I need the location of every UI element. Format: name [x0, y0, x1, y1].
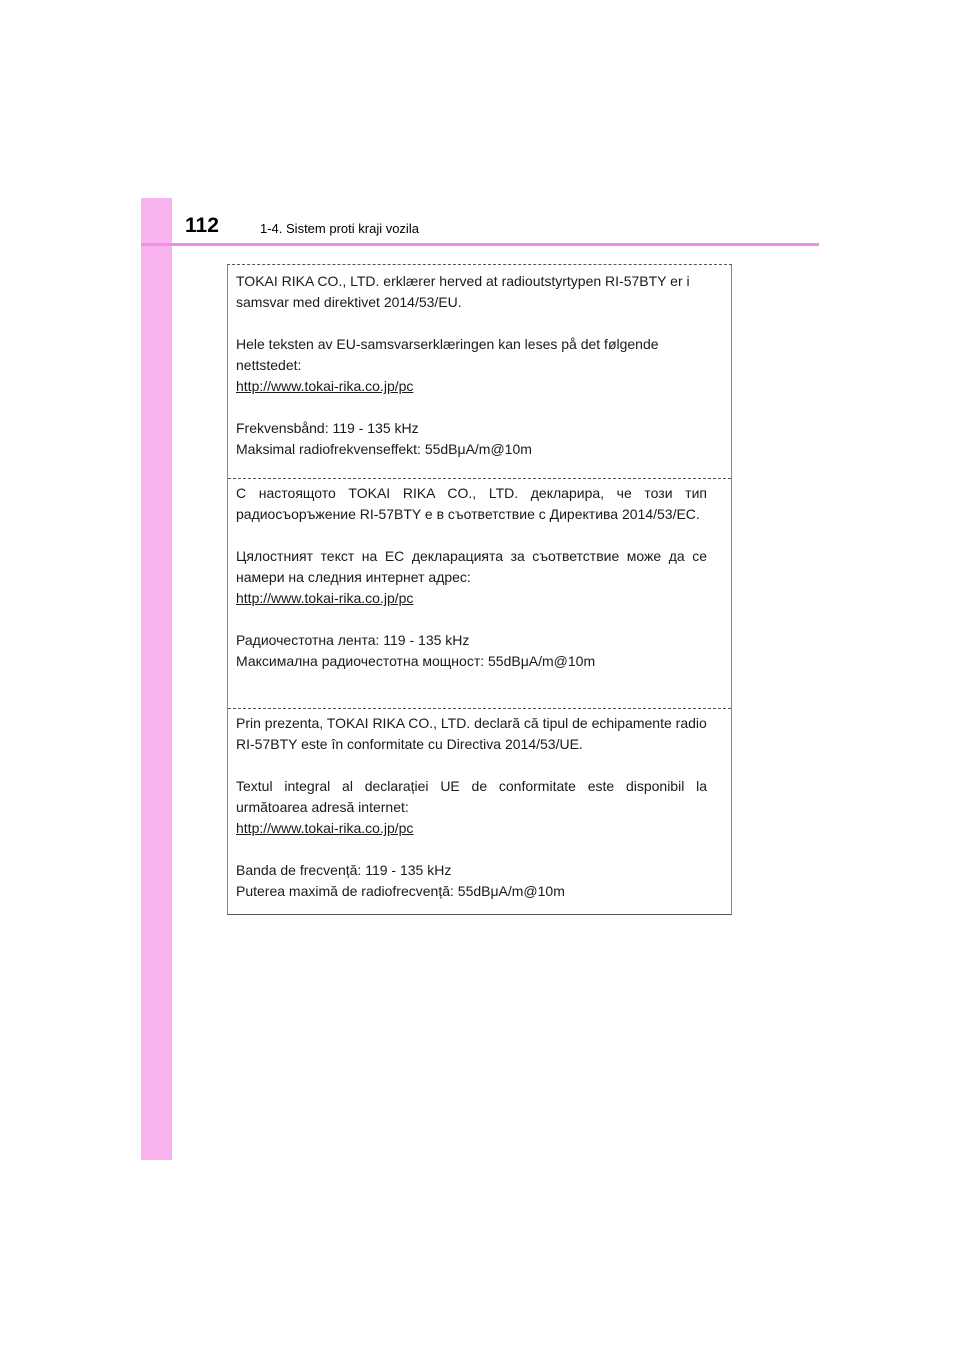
- full-text-note: Цялостният текст на ЕС декларацията за съответствие може да се намери на следния интернет адрес:: [236, 548, 707, 585]
- max-power: Puterea maximă de radiofrecvență: 55dBμA/m@10m: [236, 883, 565, 899]
- declaration-url-link[interactable]: http://www.tokai-rika.co.jp/pc: [236, 820, 414, 836]
- declaration-statement: TOKAI RIKA CO., LTD. erklærer herved at radioutstyrtypen RI-57BTY er i samsvar med direktivet 2014/53/EU.: [236, 273, 690, 310]
- declaration-statement: Prin prezenta, TOKAI RIKA CO., LTD. declară că tipul de echipamente radio RI-57BTY este în conformitate cu Directiva 2014/53/UE.: [236, 715, 707, 752]
- declaration-bulgarian: [228, 478, 731, 708]
- declaration-box: [227, 264, 732, 915]
- declaration-statement: С настоящото TOKAI RIKA CO., LTD. декларира, че този тип радиосъоръжение RI-57BTY е в съответствие с Директива 2014/53/ЕС.: [236, 485, 707, 522]
- full-text-note: Textul integral al declarației UE de conformitate este disponibil la următoarea adresă internet:: [236, 778, 707, 815]
- section-title: 1-4. Sistem proti kraji vozila: [260, 221, 419, 236]
- section-side-band: [141, 198, 172, 1160]
- frequency-band: Frekvensbånd: 119 - 135 kHz: [236, 420, 419, 436]
- frequency-band: Banda de frecvență: 119 - 135 kHz: [236, 862, 452, 878]
- declaration-url-link[interactable]: http://www.tokai-rika.co.jp/pc: [236, 590, 414, 606]
- max-power: Максимална радиочестотна мощност: 55dBμA/m@10m: [236, 653, 596, 669]
- max-power: Maksimal radiofrekvenseffekt: 55dBμA/m@10m: [236, 441, 532, 457]
- declaration-romanian: [228, 708, 731, 916]
- frequency-band: Радиочестотна лента: 119 - 135 kHz: [236, 632, 470, 648]
- full-text-note: Hele teksten av EU-samsvarserklæringen kan leses på det følgende nettstedet:: [236, 336, 659, 373]
- page-number: 112: [185, 214, 219, 237]
- declaration-danish: [228, 265, 731, 478]
- header-rule: [141, 243, 819, 246]
- declaration-url-link[interactable]: http://www.tokai-rika.co.jp/pc: [236, 378, 414, 394]
